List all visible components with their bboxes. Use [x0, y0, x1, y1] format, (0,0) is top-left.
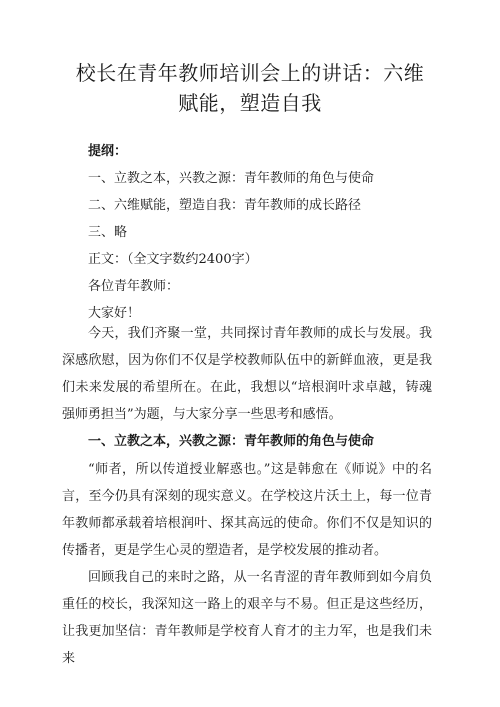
outline-label: 提纲：: [88, 144, 128, 159]
paragraph-section-2: 回顾我自己的来时之路，从一名青涩的青年教师到如今肩负重任的校长，我深知这一路上的艰辛与不易。但正是这些经历，让我更加坚信：青年教师是学校育人育才的主力军，也是我们未来: [62, 570, 432, 666]
paragraph-section-1: “师者，所以传道授业解惑也。”这是韩愈在《师说》中的名言，至今仍具有深刻的现实意义。在学校这片沃土上，每一位青年教师都承载着培根润叶、探其高远的使命。你们不仅是知识的传播者，更是学生心灵的塑造者，是学校发展的推动者。: [62, 462, 432, 558]
section-heading-1: 一、立教之本，兴教之源：青年教师的角色与使命: [88, 434, 375, 449]
greeting: 大家好！: [88, 306, 141, 321]
salutation: 各位青年教师：: [88, 279, 180, 294]
outline-item-2: 二、六维赋能，塑造自我：青年教师的成长路径: [88, 198, 362, 213]
document-title: 校长在青年教师培训会上的讲话：六维赋能，塑造自我: [75, 61, 425, 115]
paragraph-intro: 今天，我们齐聚一堂，共同探讨青年教师的成长与发展。我深感欣慰，因为你们不仅是学校教师队伍中的新鲜血液，更是我们未来发展的希望所在。在此，我想以“培根润叶求卓越，铸魂强师勇担当”为题，与大家分享一些思考和感悟。: [62, 326, 432, 422]
main-text: [62, 320, 432, 672]
document-body: [88, 140, 430, 325]
outline-item-1: 一、立教之本，兴教之源：青年教师的角色与使命: [88, 171, 375, 186]
body-label: 正文：（全文字数约2400字）: [88, 252, 258, 267]
outline-item-3: 三、略: [88, 225, 128, 240]
